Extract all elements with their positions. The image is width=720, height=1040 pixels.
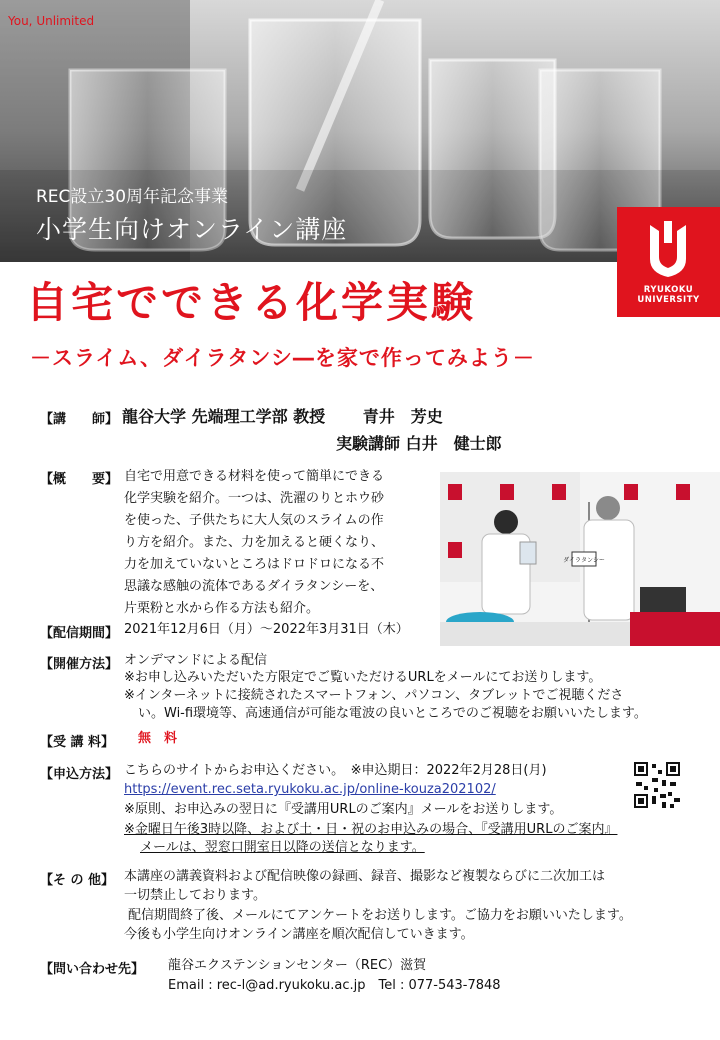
apply-line-3: ※原則、お申込みの翌日に『受講用URLのご案内』メールをお送りします。 [124, 802, 563, 817]
overview-line: 思議な感触の流体であるダイラタンシーを、 [124, 579, 384, 594]
overview-line: 力を加えていないところはドロドロになる不 [124, 557, 385, 572]
contact-label: 【問い合わせ先】 [40, 962, 145, 977]
period-text: 2021年12月6日（月）～2022年3月31日（木） [124, 622, 409, 637]
logo-text-ryukoku: RYUKOKU [643, 285, 694, 295]
other-line-4: 今後も小学生向けオンライン講座を順次配信していきます。 [124, 927, 474, 942]
logo-text [617, 285, 720, 305]
apply-line-4: ※金曜日午後3時以降、および土・日・祝のお申込みの場合、『受講用URLのご案内』 [124, 822, 618, 837]
other-line-1: 本講座の講義資料および配信映像の録画、録音、撮影など複製ならびに二次加工は [124, 869, 606, 884]
method-line-3: ※インターネットに接続されたスマートフォン、パソコン、タブレットでご視聴くださ [124, 688, 624, 703]
contact-org: 龍谷エクステンションセンター（REC）滋賀 [168, 958, 427, 973]
overview-label: 【概 要】 [40, 472, 119, 487]
apply-url-link[interactable]: https://event.rec.seta.ryukoku.ac.jp/online-kouza202102/ [124, 782, 496, 797]
logo-text-university: UNIVERSITY [637, 295, 700, 305]
lecturer-line-2: 実験講師 白井 健士郎 [336, 434, 502, 453]
apply-line-1: こちらのサイトからお申込ください。 ※申込期日：2022年2月28日(月) [124, 763, 547, 778]
main-title: 自宅でできる化学実験 [26, 278, 477, 327]
fee-label: 【受 講 料】 [40, 735, 115, 750]
overview-text [124, 466, 424, 620]
overview-line: を使った、子供たちに大人気のスライムの作 [124, 513, 384, 528]
other-label: 【そ の 他】 [40, 873, 115, 888]
anniversary-label: REC設立30周年記念事業 [36, 187, 229, 207]
course-title: 小学生向けオンライン講座 [36, 215, 348, 244]
other-line-3: 配信期間終了後、メールにてアンケートをお送りします。ご協力をお願いいたします。 [128, 908, 632, 923]
overview-line: 化学実験を紹介。一つは、洗濯のりとホウ砂 [124, 491, 385, 506]
other-line-2: 一切禁止しております。 [124, 888, 266, 903]
overview-line: り方を紹介。また、力を加えると硬くなり、 [124, 535, 385, 550]
fee-text: 無 料 [138, 731, 178, 746]
qr-code-icon[interactable] [632, 760, 682, 810]
subtitle: －スライム、ダイラタンシ―を家で作ってみよう－ [30, 346, 535, 370]
overview-line: 片栗粉と水から作る方法も紹介。 [124, 601, 320, 616]
apply-line-5: メールは、翌窓口開室日以降の送信となります。 [140, 840, 425, 855]
ryukoku-emblem-icon [617, 207, 720, 287]
method-label: 【開催方法】 [40, 657, 119, 672]
overview-line: 自宅で用意できる材料を使って簡単にできる [124, 469, 385, 484]
method-line-1: オンデマンドによる配信 [124, 653, 268, 668]
instructors-photo-illustration [440, 472, 720, 646]
period-label: 【配信期間】 [40, 626, 119, 641]
method-line-4: い。Wi-fi環境等、高速通信が可能な電波の良いところでのご視聴をお願いいたします。 [138, 706, 647, 721]
hero-photo-lab-glassware [0, 0, 720, 262]
tagline: You, Unlimited [8, 14, 95, 28]
method-line-2: ※お申し込みいただいた方限定でご覧いただけるURLをメールにてお送りします。 [124, 670, 602, 685]
lecturer-line-1: 龍谷大学 先端理工学部 教授 青井 芳史 [122, 407, 443, 426]
experiment-photo [440, 472, 720, 646]
apply-label: 【申込方法】 [40, 767, 119, 782]
lecturer-label: 【講 師】 [40, 412, 119, 427]
photo-sign-text: ダイラタンシー [563, 557, 605, 564]
contact-email-tel: Email : rec-l@ad.ryukoku.ac.jp Tel : 077-543-7848 [168, 978, 501, 993]
ryukoku-university-logo [617, 207, 720, 317]
